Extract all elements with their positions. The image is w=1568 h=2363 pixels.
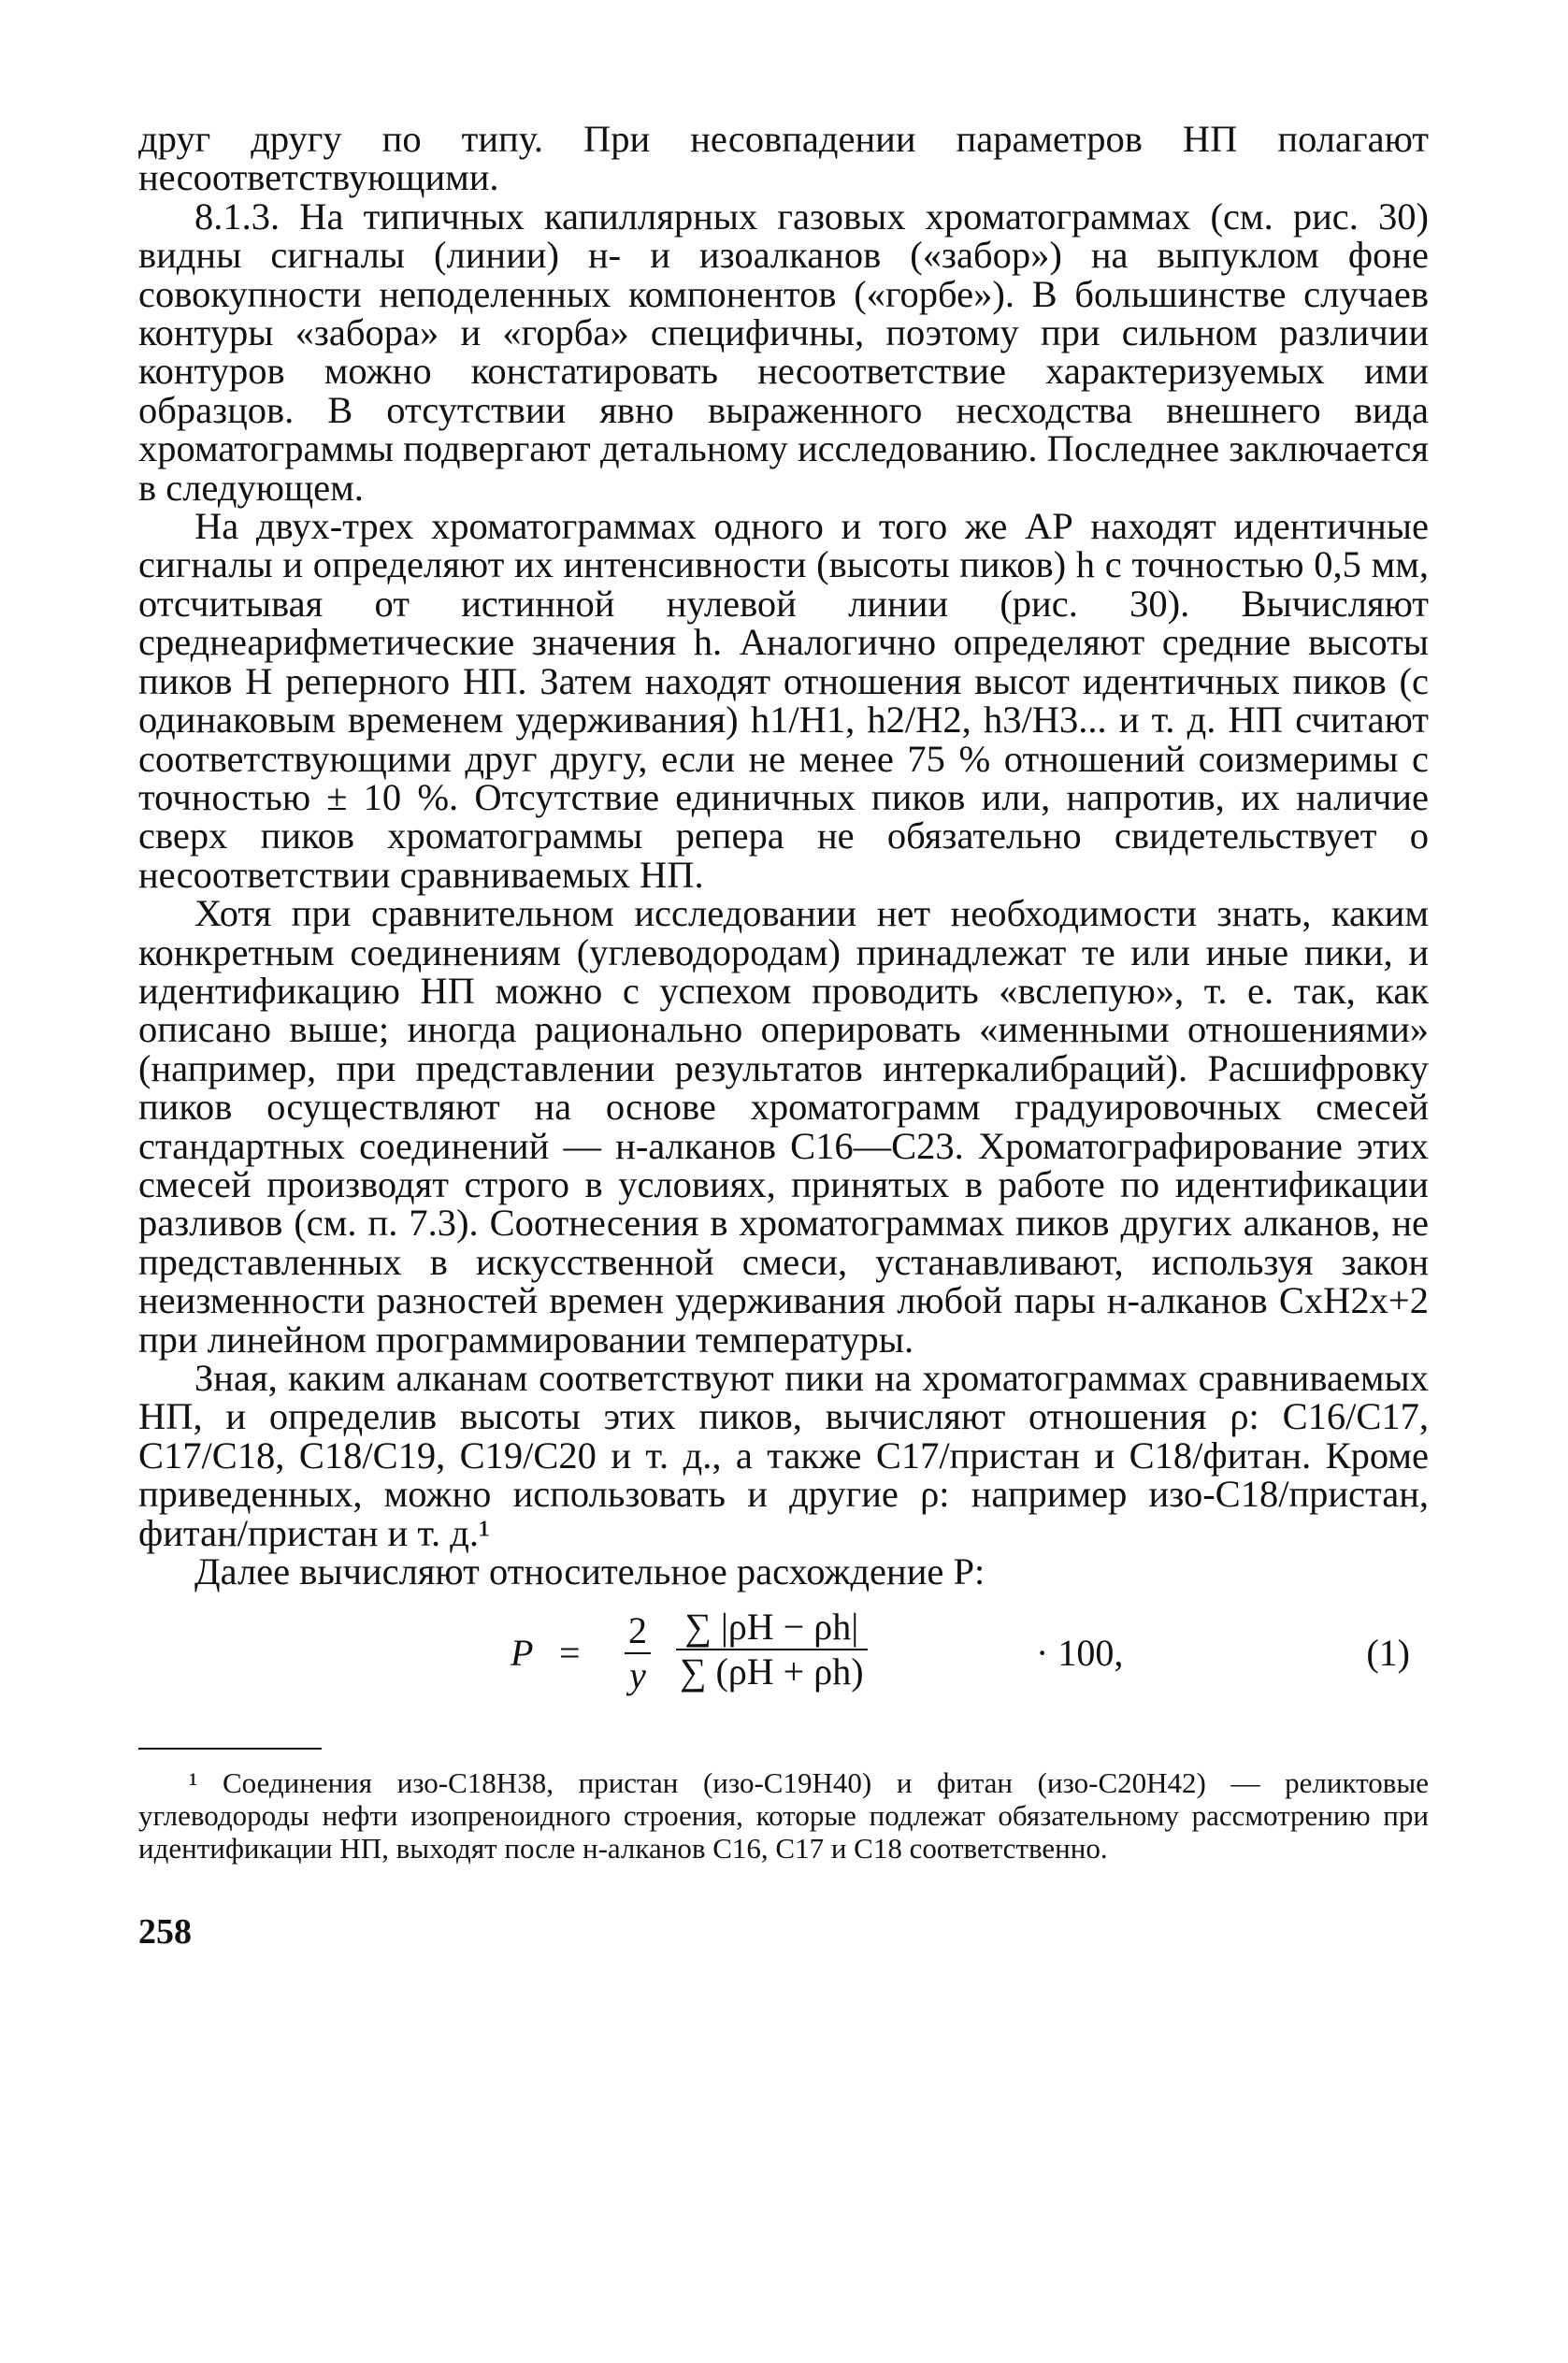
footnote: ¹ Соединения изо-C18H38, пристан (изо-C19H40) и фитан (изо-C20H42) — реликтовые углеводороды нефти изопреноидного строения, которые подлежат обязательному рассмотрению при идентификации НП, выходят после н-алканов C16, C17 и C18 соответственно.: [138, 1766, 1429, 1866]
main-numerator: ∑ |ρH − ρh|: [684, 1606, 859, 1649]
page-number: 258: [138, 1912, 192, 1952]
formula-main-fraction: [676, 1607, 868, 1691]
paragraph-2: 8.1.3. На типичных капиллярных газовых хроматограммах (см. рис. 30) видны сигналы (линии) н- и изоалканов («забор») на выпуклом фоне совокупности неподеленных компонентов («горбе»). В большинстве случаев контуры «забора» и «горба» специфичны, поэтому при сильном различии контуров можно констатировать несоответствие характеризуемых ими образцов. В отсутствии явно выраженного несходства внешнего вида хроматограммы подвергают детальному исследованию. Последнее заключается в следующем.: [138, 195, 1429, 509]
formula-tail: · 100,: [1036, 1632, 1124, 1675]
coefficient-numerator: 2: [628, 1609, 647, 1652]
main-denominator: ∑ (ρH + ρh): [680, 1650, 864, 1693]
paragraph-6: Далее вычисляют относительное расхождение P:: [194, 1550, 985, 1593]
paragraph-5: Зная, каким алканам соответствуют пики на хроматограммах сравниваемых НП, и определив высоты этих пиков, вычисляют отношения ρ: C16/C17, C17/C18, C18/C19, C19/C20 и т. д., а также C17/пристан и C18/фитан. Кроме приведенных, можно использовать и другие ρ: например изо-C18/пристан, фитан/пристан и т. д.¹: [138, 1357, 1429, 1554]
formula-lhs: P: [511, 1632, 534, 1675]
coefficient-denominator: y: [629, 1653, 646, 1696]
paragraph-3: На двух-трех хроматограммах одного и того же АР находят идентичные сигналы и определяют их интенсивности (высоты пиков) h с точностью 0,5 мм, отсчитывая от истинной нулевой линии (рис. 30). Вычисляют среднеарифметические значения h. Аналогично определяют средние высоты пиков H реперного НП. Затем находят отношения высот идентичных пиков (с одинаковым временем удерживания) h1/H1, h2/H2, h3/H3... и т. д. НП считают соответствующими друг другу, если не менее 75 % отношений соизмеримы с точностью ± 10 %. Отсутствие единичных пиков или, напротив, их наличие сверх пиков хроматограммы репера не обязательно свидетельствует о несоответствии сравниваемых НП.: [138, 505, 1429, 896]
formula-number: (1): [1366, 1632, 1410, 1675]
formula-1: [138, 1594, 1429, 1707]
paragraph-4: Хотя при сравнительном исследовании нет необходимости знать, каким конкретным соединениям (углеводородам) принадлежат те или иные пики, и идентификацию НП можно с успехом проводить «вслепую», т. е. так, как описано выше; иногда рационально оперировать «именными отношениями» (например, при представлении результатов интеркалибраций). Расшифровку пиков осуществляют на основе хроматограмм градуировочных смесей стандартных соединений — н-алканов C16—C23. Хроматографирование этих смесей производят строго в условиях, принятых в работе по идентификации разливов (см. п. 7.3). Соотнесения в хроматограммах пиков других алканов, не представленных в искусственной смеси, устанавливают, используя закон неизменности разностей времен удерживания любой пары н-алканов CxH2x+2 при линейном программировании температуры.: [138, 892, 1429, 1361]
formula-equals: =: [559, 1632, 581, 1675]
formula-coefficient: [625, 1611, 651, 1694]
paragraph-1: друг другу по типу. При несовпадении параметров НП полагают несоответствующими.: [138, 118, 1429, 199]
page-body: [138, 120, 1429, 1952]
footnote-rule: [138, 1748, 322, 1750]
